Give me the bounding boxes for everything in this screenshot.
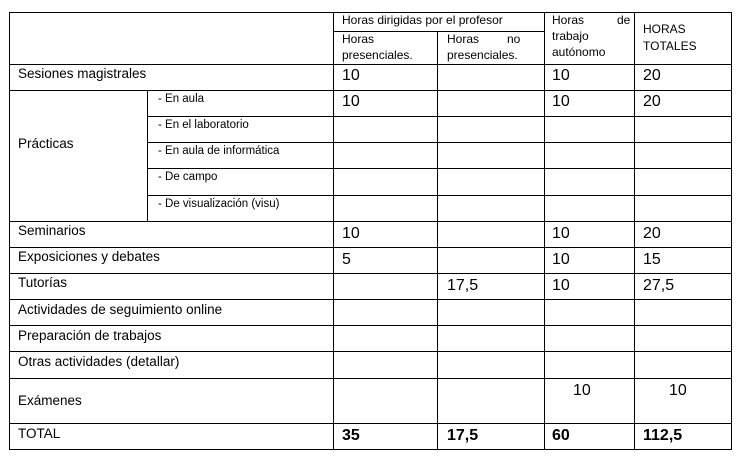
row-tutorias-autonomo: 10 bbox=[552, 277, 570, 294]
row-en-aula-autonomo: 10 bbox=[552, 93, 570, 110]
row-seminarios-presenciales: 10 bbox=[342, 225, 360, 242]
header-autonomo-2: trabajo bbox=[552, 29, 589, 43]
row-total-autonomo: 60 bbox=[552, 427, 570, 444]
row-examenes-total: 10 bbox=[669, 382, 687, 399]
row-magistrales-total: 20 bbox=[643, 67, 661, 84]
row-seminarios-autonomo: 10 bbox=[552, 225, 570, 242]
row-seguimiento-label: Actividades de seguimiento online bbox=[18, 302, 223, 317]
row-total-presenciales: 35 bbox=[342, 427, 360, 444]
row-total-total: 112,5 bbox=[643, 427, 683, 444]
header-presenciales-2: presenciales. bbox=[342, 48, 413, 62]
row-tutorias-no-presenciales: 17,5 bbox=[447, 277, 479, 294]
row-preparacion-label: Preparación de trabajos bbox=[18, 328, 162, 343]
row-tutorias-label: Tutorías bbox=[18, 275, 68, 290]
row-seminarios-total: 20 bbox=[643, 225, 661, 242]
header-dirigidas: Horas dirigidas por el profesor bbox=[342, 13, 503, 27]
header-no-presenciales-2: presenciales. bbox=[447, 48, 518, 62]
header-totales-1: HORAS bbox=[643, 22, 686, 36]
row-otras-label: Otras actividades (detallar) bbox=[18, 354, 180, 369]
row-visualizacion-label: - De visualización (visu) bbox=[158, 198, 280, 210]
header-autonomo-de: de bbox=[617, 13, 631, 27]
row-en-aula-presenciales: 10 bbox=[342, 93, 360, 110]
row-total-no-presenciales: 17,5 bbox=[447, 427, 479, 444]
header-totales-2: TOTALES bbox=[643, 39, 697, 53]
row-seminarios-label: Seminarios bbox=[18, 223, 86, 238]
row-examenes-label: Exámenes bbox=[18, 393, 82, 408]
header-autonomo-3: autónomo bbox=[552, 45, 606, 59]
row-magistrales-label: Sesiones magistrales bbox=[18, 66, 147, 81]
header-no-presenciales-1: Horas bbox=[447, 32, 480, 46]
row-exposiciones-label: Exposiciones y debates bbox=[18, 249, 160, 264]
row-laboratorio-label: - En el laboratorio bbox=[158, 119, 249, 131]
row-en-aula-label: - En aula bbox=[158, 93, 205, 105]
row-informatica-label: - En aula de informática bbox=[158, 145, 280, 157]
row-exposiciones-presenciales: 5 bbox=[342, 251, 351, 268]
row-tutorias-total: 27,5 bbox=[643, 277, 675, 294]
row-total-label: TOTAL bbox=[18, 426, 61, 441]
header-presenciales-1: Horas bbox=[342, 32, 375, 46]
row-exposiciones-autonomo: 10 bbox=[552, 251, 570, 268]
row-en-aula-total: 20 bbox=[643, 93, 661, 110]
row-practicas-label: Prácticas bbox=[18, 136, 74, 151]
row-exposiciones-total: 15 bbox=[643, 251, 661, 268]
row-examenes-autonomo: 10 bbox=[573, 382, 591, 399]
header-no-presenciales-mid: no bbox=[507, 32, 521, 46]
row-magistrales-presenciales: 10 bbox=[342, 67, 360, 84]
row-campo-label: - De campo bbox=[158, 171, 218, 183]
header-autonomo-1: Horas bbox=[552, 13, 585, 27]
row-magistrales-autonomo: 10 bbox=[552, 67, 570, 84]
